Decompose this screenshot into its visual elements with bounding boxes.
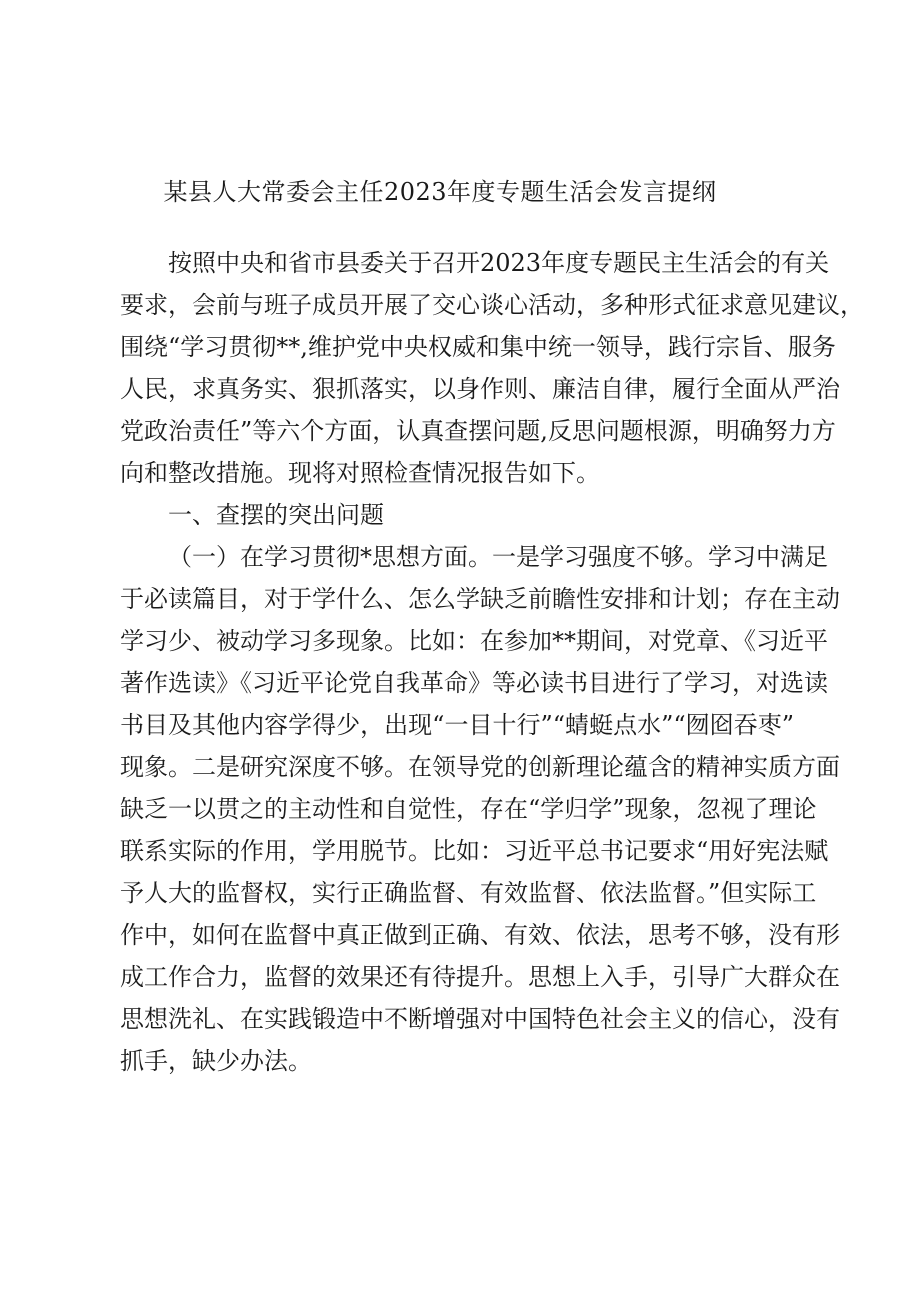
paragraph-line: 思想洗礼、在实践锻造中不断增强对中国特色社会主义的信心，没有 [120,1005,840,1033]
paragraph-line: 按照中央和省市县委关于召开2023年度专题民主生活会的有关 [168,249,830,277]
paragraph-line: 围绕“学习贯彻**,维护党中央权威和集中统一领导，践行宗旨、服务 [120,333,836,361]
paragraph-line: 缺乏一以贯之的主动性和自觉性，存在“学归学”现象，忽视了理论 [120,795,817,823]
paragraph-line: 要求，会前与班子成员开展了交心谈心活动，多种形式征求意见建议， [120,291,864,319]
section-heading: 一、查摆的突出问题 [168,501,384,529]
paragraph-line: 作中，如何在监督中真正做到正确、有效、依法，思考不够，没有形 [120,921,840,949]
paragraph-line: 于必读篇目，对于学什么、怎么学缺乏前瞻性安排和计划；存在主动 [120,585,840,613]
paragraph-line: 联系实际的作用，学用脱节。比如：习近平总书记要求“用好宪法赋 [120,837,829,865]
paragraph-line: 成工作合力，监督的效果还有待提升。思想上入手，引导广大群众在 [120,963,840,991]
paragraph-line: （一）在学习贯彻*思想方面。一是学习强度不够。学习中满足 [168,543,828,571]
paragraph-line: 著作选读》《习近平论党自我革命》等必读书目进行了学习，对选读 [120,669,828,697]
paragraph-line: 学习少、被动学习多现象。比如：在参加**期间，对党章、《习近平 [120,627,828,655]
paragraph-line: 抓手，缺少办法。 [120,1047,312,1075]
paragraph-line: 向和整改措施。现将对照检查情况报告如下。 [120,459,600,487]
paragraph-line: 予人大的监督权，实行正确监督、有效监督、依法监督。”但实际工 [120,879,817,907]
paragraph-line: 书目及其他内容学得少，出现“一目十行”“蜻蜓点水”“囫囵吞枣” [120,711,794,739]
document-title: 某县人大常委会主任2023年度专题生活会发言提纲 [163,178,717,206]
paragraph-line: 人民，求真务实、狠抓落实，以身作则、廉洁自律，履行全面从严治 [120,375,840,403]
paragraph-line: 现象。二是研究深度不够。在领导党的创新理论蕴含的精神实质方面 [120,753,840,781]
paragraph-line: 党政治责任”等六个方面，认真查摆问题,反思问题根源，明确努力方 [120,417,836,445]
